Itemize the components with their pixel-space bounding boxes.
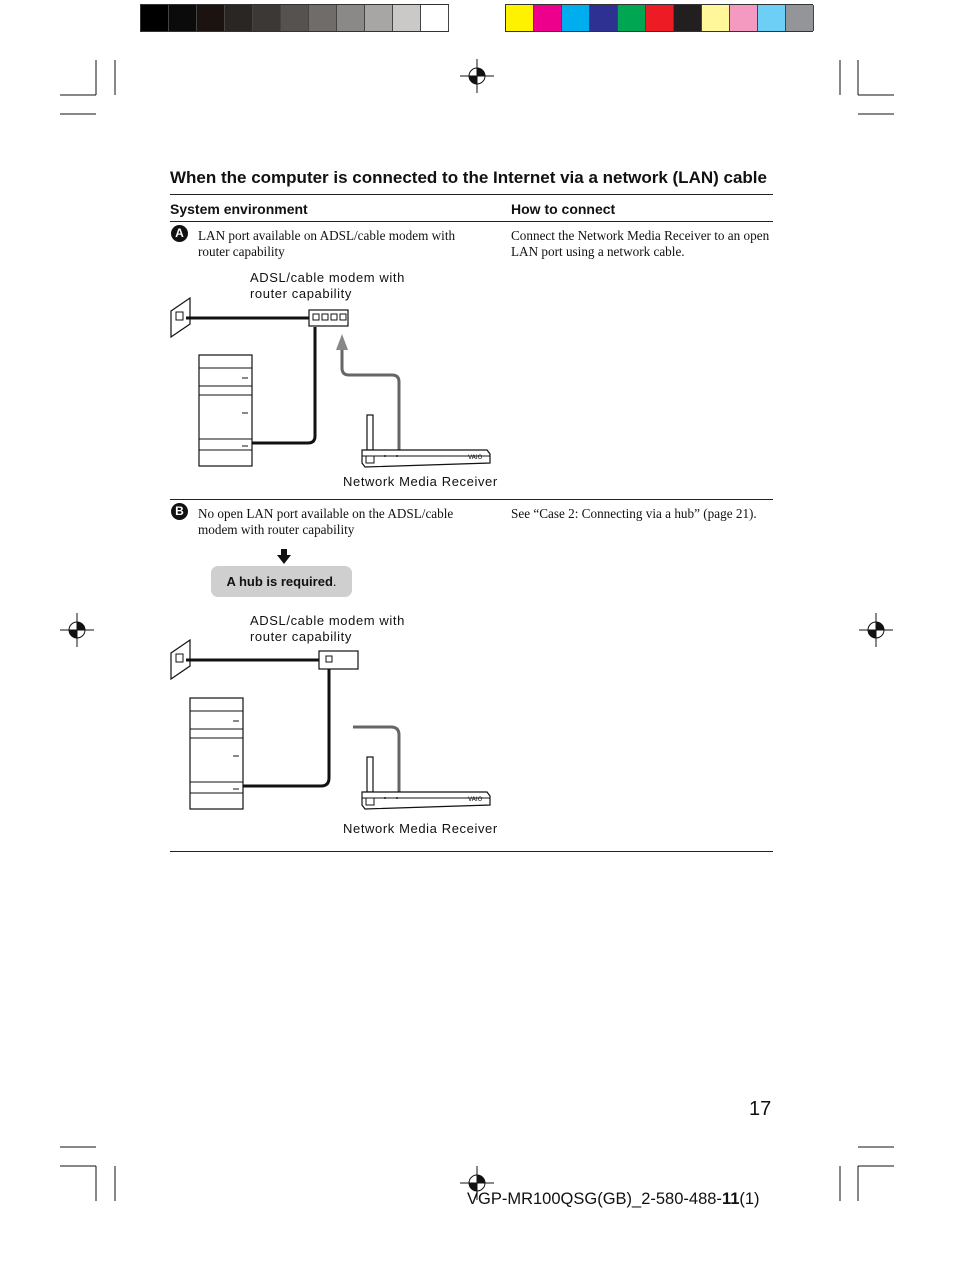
row-a-modem-label-line2: router capability (250, 286, 352, 301)
badge-a: A (171, 225, 188, 242)
badge-b: B (171, 503, 188, 520)
column-header-how-to-connect: How to connect (511, 201, 616, 217)
document-code-prefix: VGP-MR100QSG(GB)_2-580-488- (467, 1190, 722, 1208)
network-media-receiver-icon (362, 757, 490, 809)
page-number: 17 (749, 1098, 772, 1120)
svg-text:VAIO: VAIO (468, 796, 483, 803)
document-code (467, 1190, 760, 1209)
table-bottom-rule (170, 851, 773, 852)
row-a-modem-label-line1: ADSL/cable modem with (250, 270, 405, 285)
row-b-receiver-label: Network Media Receiver (343, 821, 498, 836)
row-b-connect-text: See “Case 2: Connecting via a hub” (page 21). (511, 506, 757, 521)
document-code-bold: 11 (721, 1190, 740, 1208)
hub-required-bold: A hub is required (226, 574, 333, 589)
document-code-suffix: (1) (739, 1190, 760, 1208)
row-a-connect-text: Connect the Network Media Receiver to an open LAN port using a network cable. (511, 228, 770, 259)
row-b-system-text: No open LAN port available on the ADSL/cable modem with router capability (198, 506, 454, 537)
row-b-modem-label-line1: ADSL/cable modem with (250, 613, 405, 628)
modem-router-icon (319, 651, 358, 669)
row-a-system-text: LAN port available on ADSL/cable modem with router capability (198, 228, 456, 259)
tower-pc-icon (190, 698, 243, 809)
hub-required-period: . (332, 574, 337, 589)
row-a-receiver-label: Network Media Receiver (343, 474, 498, 489)
column-header-system-environment: System environment (170, 201, 308, 217)
row-b-modem-label-line2: router capability (250, 629, 352, 644)
svg-text:VAIO: VAIO (468, 454, 483, 461)
section-title: When the computer is connected to the Internet via a network (LAN) cable (170, 168, 767, 187)
